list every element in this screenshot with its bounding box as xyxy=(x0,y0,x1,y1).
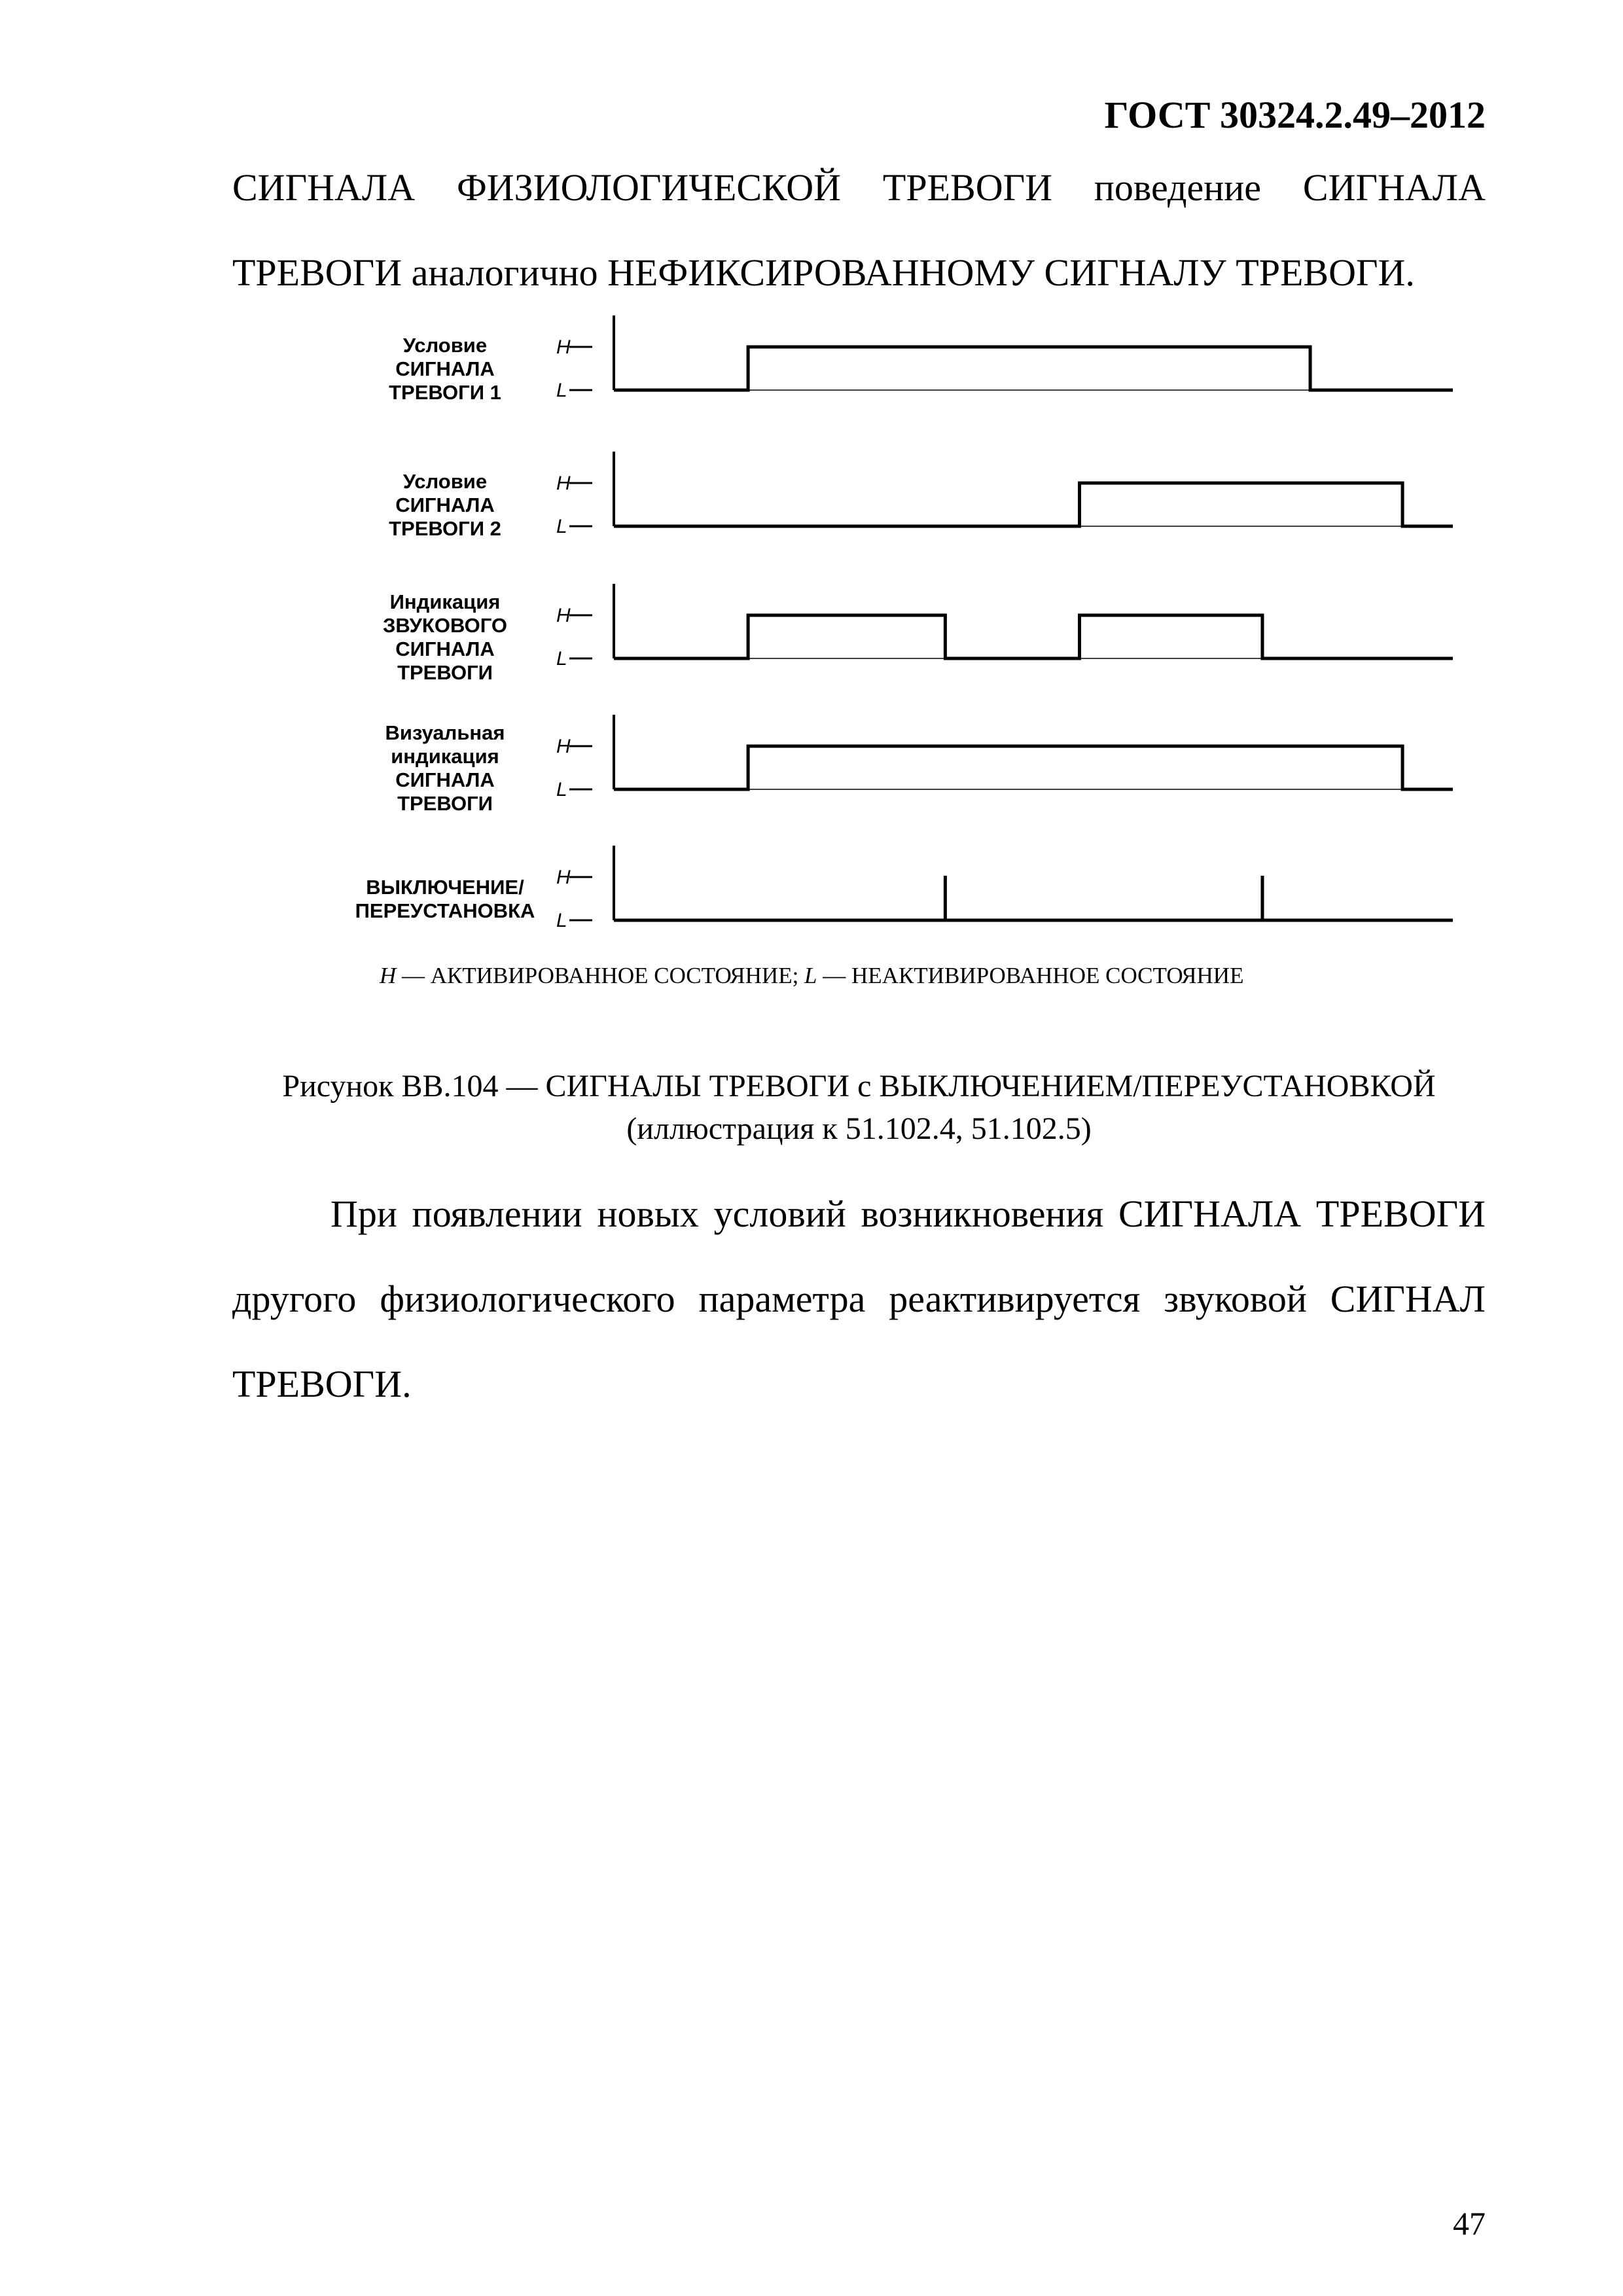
h-level-label: H xyxy=(556,336,571,358)
waveform xyxy=(614,746,1453,789)
row-label-line: СИГНАЛА xyxy=(395,768,495,791)
row-label-line: Визуальная xyxy=(385,721,505,744)
row-label-line: ТРЕВОГИ 2 xyxy=(389,517,501,540)
row-label-line: ВЫКЛЮЧЕНИЕ/ xyxy=(366,876,524,899)
h-level-label: H xyxy=(556,473,571,494)
paragraph-intro xyxy=(232,145,1486,315)
timing-diagram xyxy=(281,308,1459,1014)
row-label xyxy=(355,876,535,922)
l-level-label: L xyxy=(556,648,567,670)
paragraph-body: При появлении новых условий возникновения СИГНАЛА ТРЕВОГИ другого физиологического параметра реактивируется звуковой СИГНАЛ ТРЕВОГИ. xyxy=(232,1193,1486,1405)
h-level-label: H xyxy=(556,867,571,888)
legend-l-symbol: L xyxy=(804,963,817,988)
row-label-line: ЗВУКОВОГО xyxy=(383,614,507,637)
l-level-label: L xyxy=(556,910,567,931)
row-label-line: ПЕРЕУСТАНОВКА xyxy=(355,899,535,922)
page-number: 47 xyxy=(1453,2205,1486,2242)
row-label-line: Индикация xyxy=(389,590,501,613)
signal-row-2 xyxy=(389,452,1453,540)
paragraph-intro-line-1: СИГНАЛА ФИЗИОЛОГИЧЕСКОЙ ТРЕВОГИ поведение СИГНАЛА xyxy=(232,166,1486,209)
signal-row-3 xyxy=(383,584,1453,684)
signal-row-1 xyxy=(389,315,1453,404)
row-label-line: СИГНАЛА xyxy=(395,493,495,516)
waveform xyxy=(614,347,1453,390)
row-label-line: СИГНАЛА xyxy=(395,357,495,380)
h-level-label: H xyxy=(556,736,571,757)
row-label-line: ТРЕВОГИ xyxy=(397,792,493,815)
paragraph-intro-line-2: ТРЕВОГИ аналогично НЕФИКСИРОВАННОМУ СИГНАЛУ ТРЕВОГИ. xyxy=(232,251,1415,294)
l-level-label: L xyxy=(556,380,567,401)
row-label xyxy=(389,334,501,404)
row-label-line: индикация xyxy=(391,745,499,768)
h-level-label: H xyxy=(556,605,571,626)
row-label-line: Условие xyxy=(402,334,488,357)
row-label xyxy=(385,721,505,815)
l-level-label: L xyxy=(556,516,567,537)
figure-legend xyxy=(379,963,1243,988)
row-label-line: СИГНАЛА xyxy=(395,637,495,660)
signal-row-4 xyxy=(385,715,1453,815)
legend-l-text: — НЕАКТИВИРОВАННОЕ СОСТОЯНИЕ xyxy=(817,963,1244,988)
legend-h-symbol: H xyxy=(380,963,397,988)
waveform xyxy=(614,615,1453,658)
signal-row-5 xyxy=(355,846,1453,931)
l-level-label: L xyxy=(556,779,567,800)
waveform xyxy=(614,483,1453,526)
legend-h-text: — АКТИВИРОВАННОЕ СОСТОЯНИЕ; xyxy=(396,963,805,988)
row-label-line: ТРЕВОГИ 1 xyxy=(389,381,501,404)
figure-caption-subtitle: (иллюстрация к 51.102.4, 51.102.5) xyxy=(626,1111,1092,1146)
row-label xyxy=(383,590,507,684)
row-label xyxy=(389,470,501,540)
document-code: ГОСТ 30324.2.49–2012 xyxy=(1104,94,1486,136)
row-label-line: Условие xyxy=(402,470,488,493)
figure-caption: Рисунок ВВ.104 — СИГНАЛЫ ТРЕВОГИ с ВЫКЛЮЧЕНИЕМ/ПЕРЕУСТАНОВКОЙ xyxy=(282,1069,1436,1103)
row-label-line: ТРЕВОГИ xyxy=(397,661,493,684)
